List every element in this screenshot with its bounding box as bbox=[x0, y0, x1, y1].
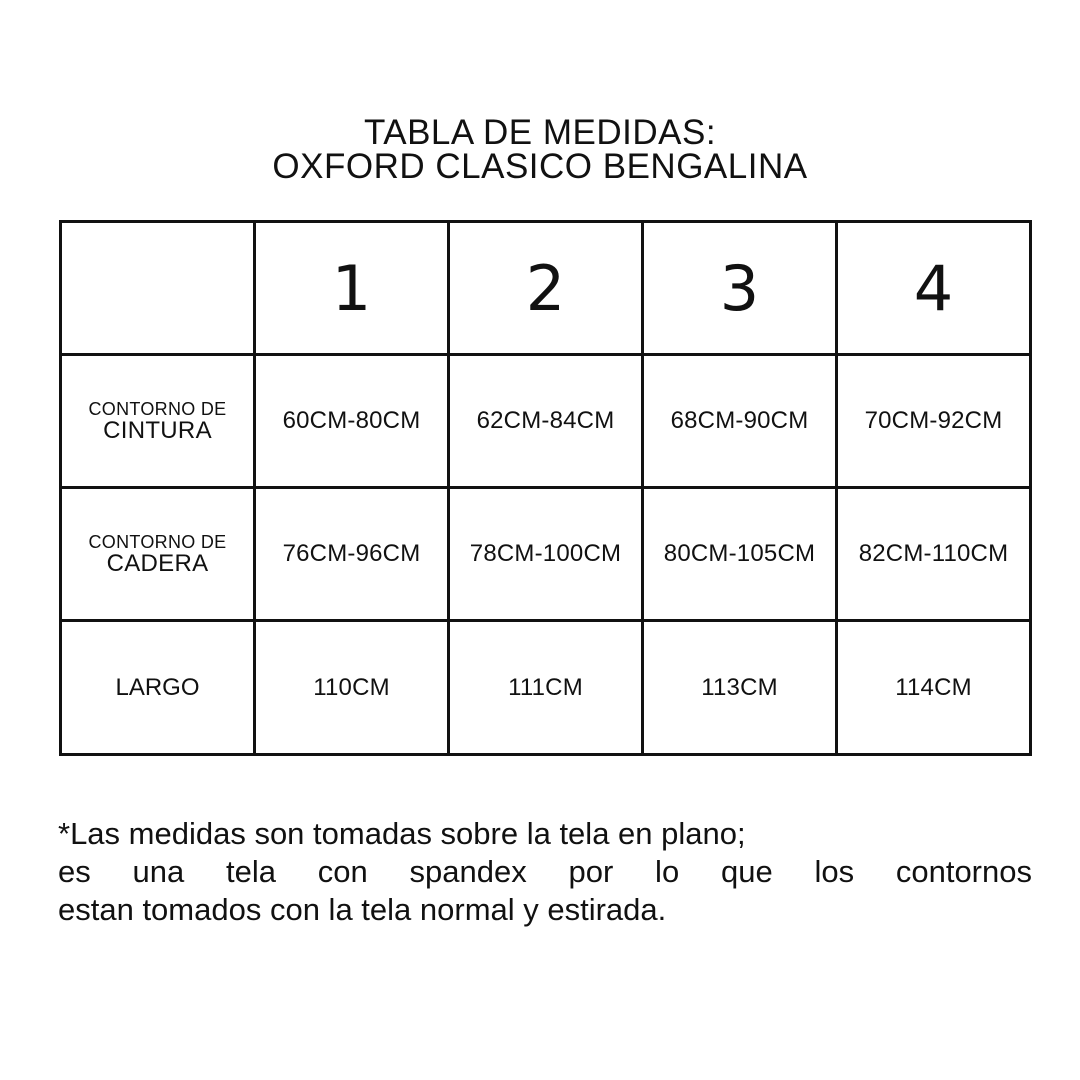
row-label-prefix: CONTORNO DE bbox=[88, 399, 227, 419]
page-title: TABLA DE MEDIDAS: bbox=[363, 113, 717, 152]
table-cell: 68CM-90CM bbox=[643, 355, 837, 488]
size-header-4: 4 bbox=[837, 222, 1031, 355]
table-cell: 111CM bbox=[449, 621, 643, 755]
table-cell: 113CM bbox=[643, 621, 837, 755]
table-cell: 80CM-105CM bbox=[643, 488, 837, 621]
table-cell: 82CM-110CM bbox=[837, 488, 1031, 621]
row-label-main: CINTURA bbox=[103, 417, 212, 444]
note-line-3: estan tomados con la tela normal y estirada. bbox=[58, 892, 667, 927]
table-cell: 60CM-80CM bbox=[255, 355, 449, 488]
table-cell: 62CM-84CM bbox=[449, 355, 643, 488]
table-cell: 70CM-92CM bbox=[837, 355, 1031, 488]
product-name: OXFORD CLASICO BENGALINA bbox=[272, 147, 808, 186]
row-label-cintura bbox=[61, 355, 255, 488]
table-cell: 78CM-100CM bbox=[449, 488, 643, 621]
row-label-prefix: CONTORNO DE bbox=[88, 532, 227, 552]
table-row-cintura bbox=[61, 355, 1031, 488]
size-header-3: 3 bbox=[643, 222, 837, 355]
note-line-1: *Las medidas son tomadas sobre la tela en plano; bbox=[58, 816, 746, 851]
size-header-1: 1 bbox=[255, 222, 449, 355]
table-corner-cell bbox=[61, 222, 255, 355]
table-cell: 110CM bbox=[255, 621, 449, 755]
table-row-cadera bbox=[61, 488, 1031, 621]
size-header-2: 2 bbox=[449, 222, 643, 355]
table-cell: 114CM bbox=[837, 621, 1031, 755]
table-cell: 76CM-96CM bbox=[255, 488, 449, 621]
row-label-main: CADERA bbox=[106, 550, 209, 577]
row-label-largo: LARGO bbox=[61, 621, 255, 755]
table-header-row bbox=[61, 222, 1031, 355]
note-line-2: es una tela con spandex por lo que los contornos bbox=[58, 854, 1032, 889]
table-row-largo bbox=[61, 621, 1031, 755]
measurement-notes bbox=[58, 815, 1032, 929]
size-table bbox=[59, 220, 1032, 756]
row-label-cadera bbox=[61, 488, 255, 621]
